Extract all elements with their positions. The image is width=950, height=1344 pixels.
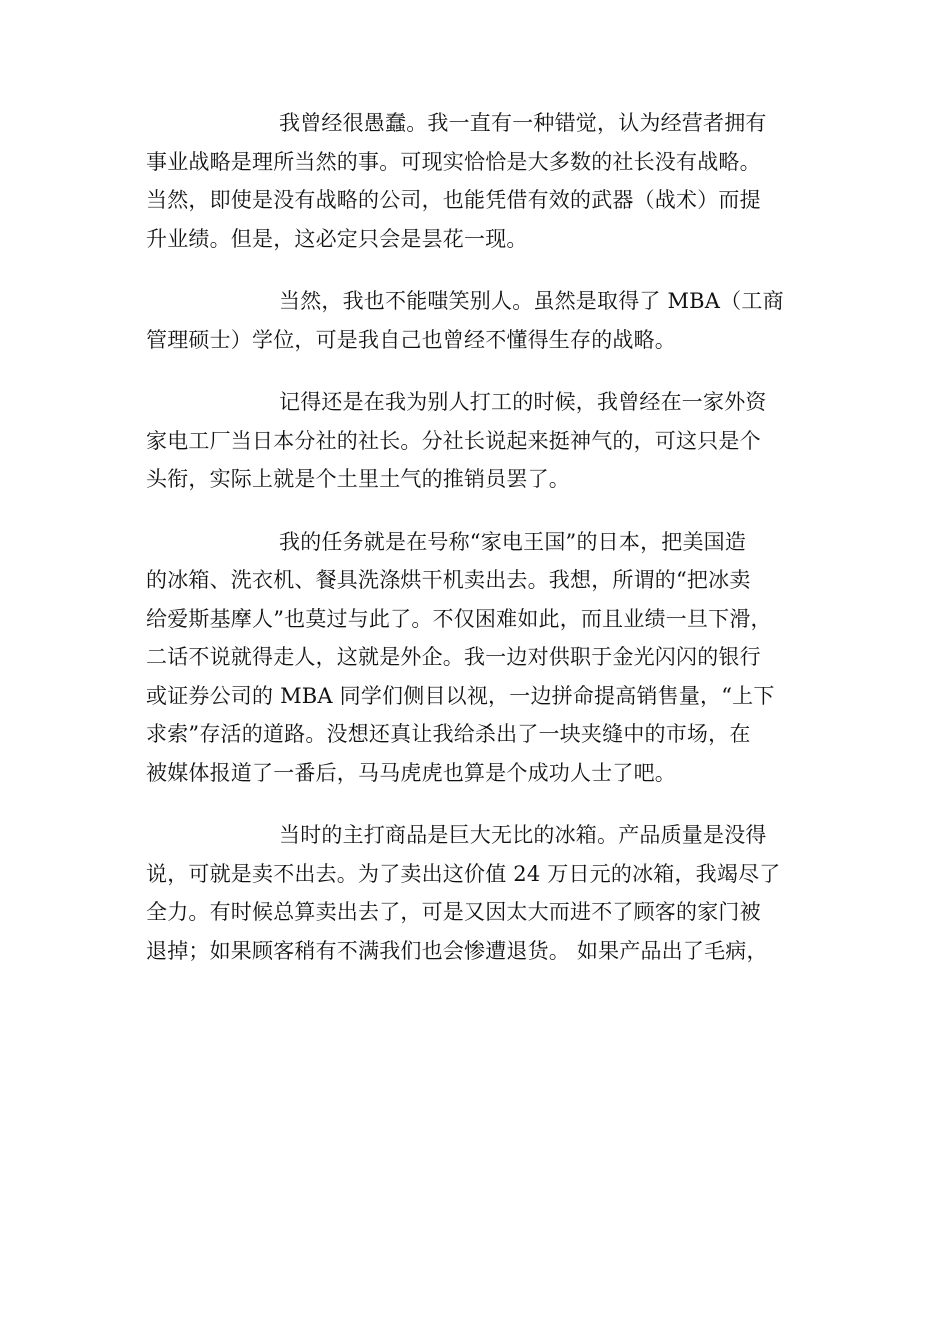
paragraph-line: 我曾经很愚蠢。我一直有一种错觉，认为经营者拥有 — [279, 111, 767, 135]
paragraph-line: 我的任务就是在号称“家电王国”的日本，把美国造 — [279, 529, 747, 554]
paragraph-line: 记得还是在我为别人打工的时候，我曾经在一家外资 — [279, 390, 767, 414]
paragraph-line: 升业绩。但是，这必定只会是昙花一现。 — [146, 226, 528, 251]
paragraph-line: 当时的主打商品是巨大无比的冰箱。产品质量是没得 — [279, 823, 767, 847]
paragraph-line: 给爱斯基摩人”也莫过与此了。不仅困难如此，而且业绩一旦下滑， — [146, 606, 772, 631]
paragraph-line: 被媒体报道了一番后，马马虎虎也算是个成功人士了吧。 — [146, 760, 676, 785]
paragraph-line: 或证券公司的 MBA 同学们侧目以视，一边拼命提高销售量，“上下 — [146, 683, 775, 708]
paragraph-line: 退掉；如果顾客稍有不满我们也会惨遭退货。 如果产品出了毛病， — [146, 938, 768, 963]
paragraph-line: 当然，我也不能嗤笑别人。虽然是取得了 MBA（工商 — [279, 289, 784, 313]
paragraph-line: 管理硕士）学位，可是我自己也曾经不懂得生存的战略。 — [146, 327, 676, 352]
paragraph-line: 头衔，实际上就是个土里土气的推销员罢了。 — [146, 467, 570, 491]
paragraph-line: 求索”存活的道路。没想还真让我给杀出了一块夹缝中的市场，在 — [146, 722, 751, 746]
paragraph-line: 当然，即使是没有战略的公司，也能凭借有效的武器（战术）而提 — [146, 188, 761, 212]
paragraph-line: 说，可就是卖不出去。为了卖出这价值 24 万日元的冰箱，我竭尽了 — [146, 861, 781, 886]
paragraph-line: 的冰箱、洗衣机、餐具洗涤烘干机卖出去。我想，所谓的“把冰卖 — [146, 568, 751, 592]
paragraph-line: 全力。有时候总算卖出去了，可是又因太大而进不了顾客的家门被 — [146, 900, 761, 924]
document-body — [146, 104, 806, 994]
paragraph-line: 二话不说就得走人，这就是外企。我一边对供职于金光闪闪的银行 — [146, 645, 761, 669]
paragraph-5 — [146, 816, 806, 970]
paragraph-2 — [146, 282, 806, 359]
paragraph-1 — [146, 104, 806, 258]
paragraph-line: 家电工厂当日本分社的社长。分社长说起来挺神气的，可这只是个 — [146, 428, 761, 453]
paragraph-4 — [146, 523, 806, 793]
paragraph-3 — [146, 383, 806, 499]
paragraph-line: 事业战略是理所当然的事。可现实恰恰是大多数的社长没有战略。 — [146, 149, 761, 174]
